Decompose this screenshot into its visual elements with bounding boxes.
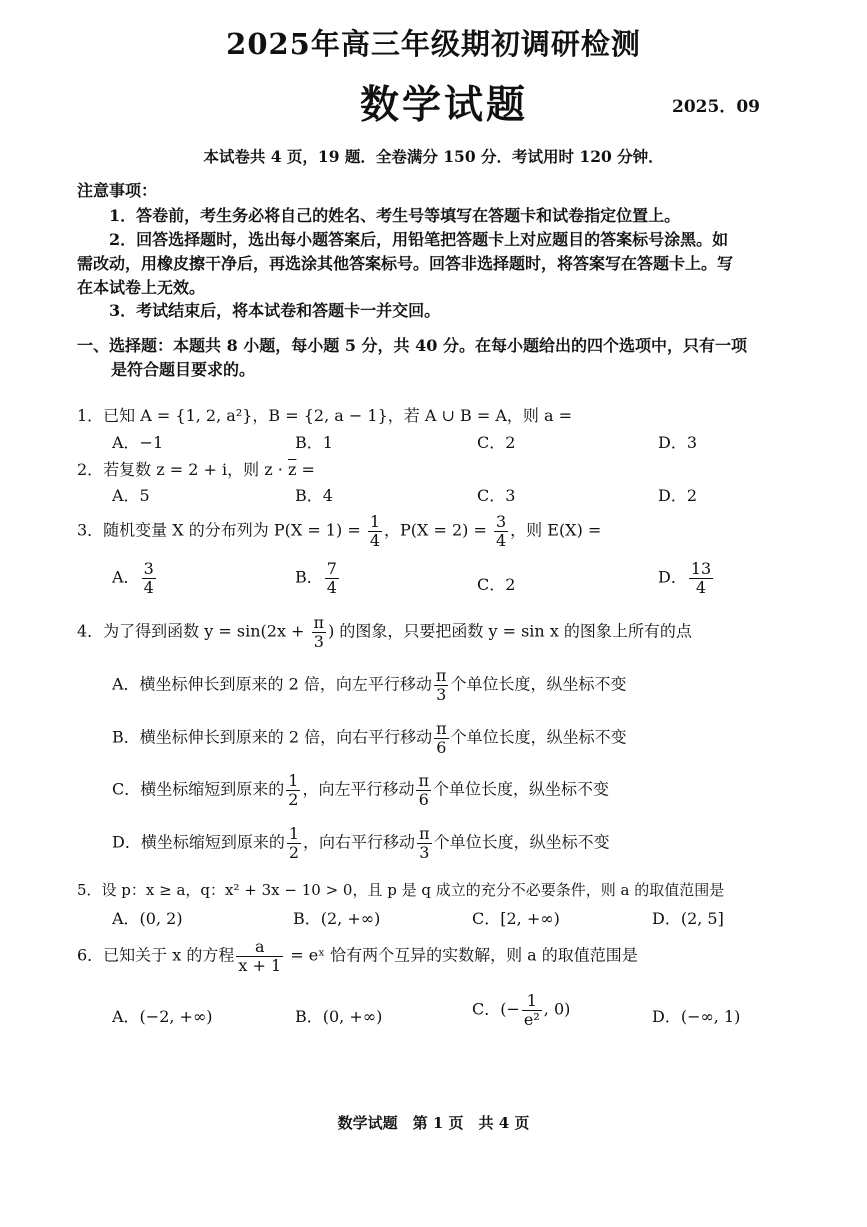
question-4-option-c: C．横坐标缩短到原来的 $\frac{1}{2}$ ，向左平行移动 $\frac{\pi}{6}$ 个单位长度，纵坐标不变: [112, 771, 609, 809]
fraction: $\frac{3}{4}$: [495, 512, 507, 550]
exam-title: 2025年高三年级期初调研检测: [226, 27, 641, 61]
conjugate-z: $\overline{z}$: [287, 460, 297, 479]
question-5-option-c: C．[2, +∞): [472, 909, 560, 928]
question-2-option-a: A．5: [112, 486, 150, 505]
question-4-option-b: B．横坐标伸长到原来的 2 倍，向右平行移动 $\frac{\pi}{6}$ 个单位长度，纵坐标不变: [112, 719, 627, 757]
question-4-option-d: D．横坐标缩短到原来的 $\frac{1}{2}$ ，向右平行移动 $\frac{\pi}{3}$ 个单位长度，纵坐标不变: [112, 824, 610, 862]
notice-item-2-line-1: 2．回答选择题时，选出每小题答案后，用铅笔把答题卡上对应题目的答案标号涂黑。如: [109, 230, 729, 249]
question-5-option-d: D．(2, 5]: [652, 909, 724, 928]
question-2-option-d: D．2: [658, 486, 698, 505]
notice-item-3: 3．考试结束后，将本试卷和答题卡一并交回。: [109, 301, 441, 320]
section-heading-line-2: 是符合题目要求的。: [111, 360, 256, 379]
question-3-stem: 3．随机变量 X 的分布列为 P(X = 1) = $\frac{1}{4}$ ，P(X = 2) = $\frac{3}{4}$ ，则 E(X) =: [77, 512, 602, 550]
notice-heading: 注意事项：: [77, 181, 158, 200]
question-6-option-c: C．(− $\frac{1}{\text{e²}}$ , 0): [472, 991, 571, 1029]
question-5-stem: 5．设 p：x ≥ a，q：x² + 3x − 10 > 0，且 p 是 q 成立的充分不必要条件，则 a 的取值范围是: [77, 881, 725, 899]
exam-date: 2025．09: [672, 97, 760, 117]
notice-item-2-line-3: 在本试卷上无效。: [77, 278, 206, 297]
question-6-option-d: D．(−∞, 1): [652, 1007, 741, 1026]
question-4-stem: 4．为了得到函数 y = sin(2x + $\frac{\pi}{3}$ ) 的图象，只要把函数 y = sin x 的图象上所有的点: [77, 613, 692, 651]
question-3-option-a: A． $\frac{3}{4}$: [112, 559, 154, 597]
question-5-option-b: B．(2, +∞): [293, 909, 381, 928]
question-6-stem: 6．已知关于 x 的方程 $\frac{a}{x + 1}$ = eˣ 恰有两个互异的实数解，则 a 的取值范围是: [77, 937, 638, 975]
question-6-option-a: A．(−2, +∞): [112, 1007, 213, 1026]
page-footer: 数学试题 第 1 页 共 4 页: [337, 1114, 530, 1132]
subject-title: 数学试题: [360, 82, 529, 128]
notice-item-1: 1．答卷前，考生务必将自己的姓名、考生号等填写在答题卡和试卷指定位置上。: [109, 206, 681, 225]
question-2-stem: 2．若复数 z = 2 + i，则 $z \cdot \overline{z}$ =: [77, 460, 315, 479]
question-3-option-c: C．2: [477, 575, 516, 594]
question-1-option-d: D．3: [658, 433, 698, 452]
notice-item-2-line-2: 需改动，用橡皮擦干净后，再选涂其他答案标号。回答非选择题时，将答案写在答题卡上。写: [77, 254, 734, 273]
question-6-option-b: B．(0, +∞): [295, 1007, 383, 1026]
question-5-option-a: A．(0, 2): [112, 909, 183, 928]
question-1-option-c: C．2: [477, 433, 516, 452]
question-2-option-b: B．4: [295, 486, 333, 505]
question-3-option-b: B． $\frac{7}{4}$: [295, 559, 337, 597]
question-1-option-a: A．−1: [112, 433, 164, 452]
question-1-stem: 1．已知 A = {1, 2, a²}，B = {2, a − 1}，若 A ∪ B = A，则 a =: [77, 406, 572, 425]
question-2-option-c: C．3: [477, 486, 516, 505]
fraction: $\frac{1}{4}$: [369, 512, 380, 550]
question-4-option-a: A．横坐标伸长到原来的 2 倍，向左平行移动 $\frac{\pi}{3}$ 个单位长度，纵坐标不变: [112, 666, 627, 704]
section-heading-line-1: 一、选择题：本题共 8 小题，每小题 5 分，共 40 分。在每小题给出的四个选项中，只有一项: [77, 336, 747, 355]
exam-info: 本试卷共 4 页，19 题．全卷满分 150 分．考试用时 120 分钟．: [203, 147, 664, 166]
question-1-option-b: B．1: [295, 433, 333, 452]
question-3-option-d: D． $\frac{13}{4}$: [658, 559, 712, 597]
